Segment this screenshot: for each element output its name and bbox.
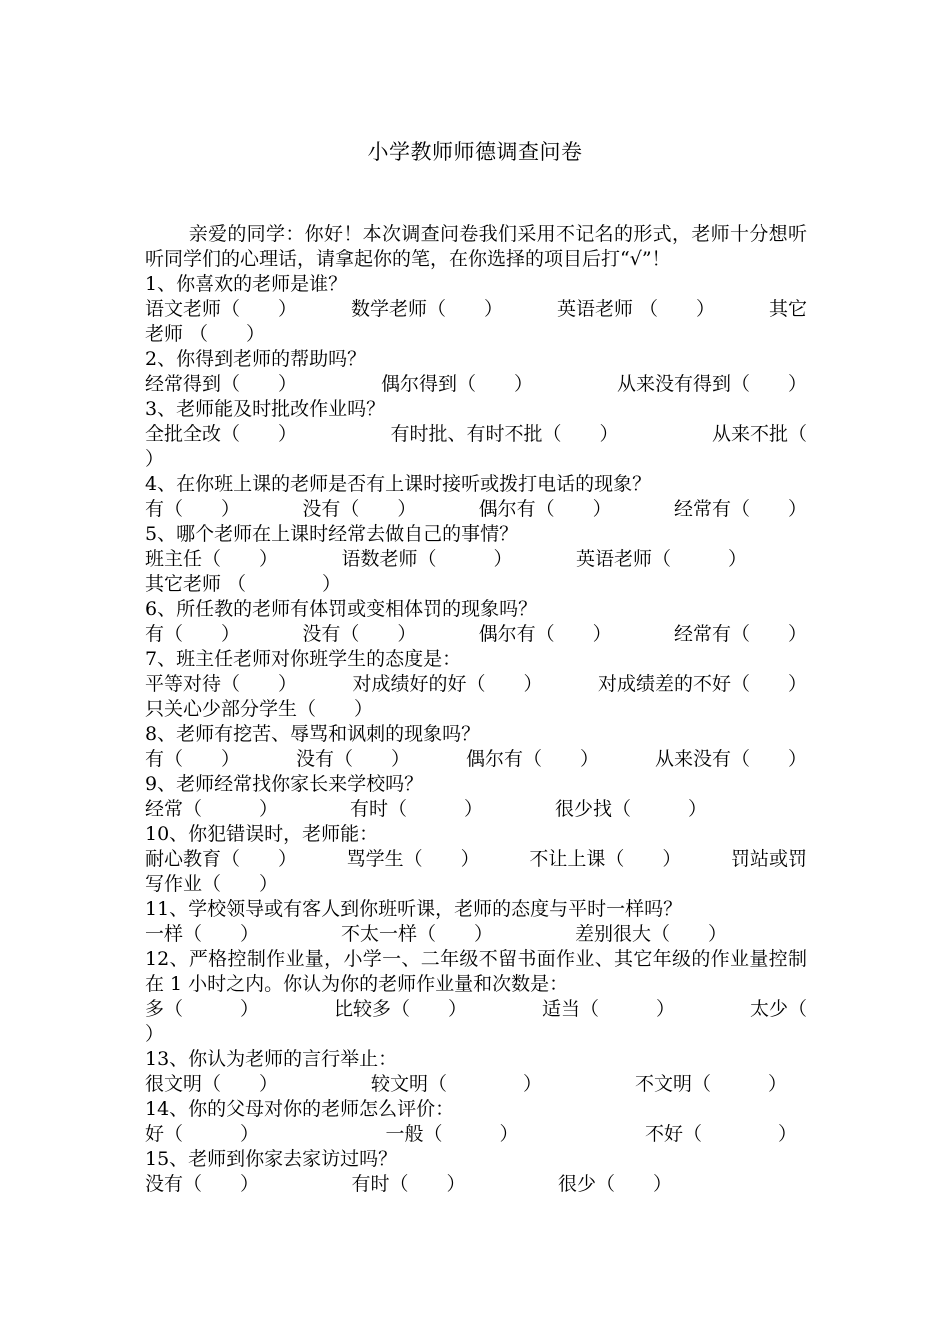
question-10: 10、你犯错误时，老师能： [145, 823, 379, 845]
option[interactable]: 骂学生（ ） [346, 848, 480, 870]
option[interactable]: 多（ ） [145, 998, 260, 1020]
option[interactable]: 没有（ ） [145, 1173, 260, 1195]
option[interactable]: 不好（ ） [644, 1123, 797, 1145]
option[interactable]: 其它 [768, 298, 807, 320]
question-4: 4、在你班上课的老师是否有上课时接听或拨打电话的现象？ [145, 473, 652, 495]
option[interactable]: 适当（ ） [541, 998, 675, 1020]
question-6-options [145, 622, 807, 647]
question-3: 3、老师能及时批改作业吗？ [145, 398, 386, 420]
option[interactable]: 对成绩差的不好（ ） [597, 673, 807, 695]
question-2-options [145, 372, 807, 397]
question-12: 12、严格控制作业量，小学一、二年级不留书面作业、其它年级的作业量控制在 1 小时之内。你认为你的老师作业量和次数是： [145, 948, 807, 995]
option[interactable]: 英语老师 （ ） [556, 298, 716, 320]
question-14: 14、你的父母对你的老师怎么评价： [145, 1098, 455, 1120]
option[interactable]: 没有（ ） [302, 498, 417, 520]
option[interactable]: 较文明（ ） [370, 1073, 542, 1095]
option[interactable]: 很文明（ ） [145, 1073, 279, 1095]
option[interactable]: 有时批、有时不批（ ） [390, 423, 619, 445]
option[interactable]: 英语老师（ ） [575, 548, 747, 570]
question-10-options [145, 847, 807, 872]
option[interactable]: 有（ ） [145, 623, 241, 645]
question-7-options-cont[interactable]: 只关心少部分学生（ ） [145, 698, 374, 720]
question-5-options-cont[interactable]: 其它老师 （ ） [145, 573, 342, 595]
question-1-options [145, 297, 807, 322]
question-9: 9、老师经常找你家长来学校吗？ [145, 773, 424, 795]
question-13-options [145, 1072, 807, 1097]
option[interactable]: 有时（ ） [351, 1173, 466, 1195]
question-8-options [145, 747, 807, 772]
option[interactable]: 不文明（ ） [634, 1073, 787, 1095]
option[interactable]: 经常（ ） [145, 798, 279, 820]
option[interactable]: 从来没有（ ） [654, 748, 807, 770]
option[interactable]: 语数老师（ ） [341, 548, 513, 570]
question-9-options [145, 797, 807, 822]
question-12-options [145, 997, 807, 1022]
option[interactable]: 有（ ） [145, 748, 241, 770]
question-8: 8、老师有挖苦、辱骂和讽刺的现象吗？ [145, 723, 481, 745]
option[interactable]: 太少（ [749, 998, 807, 1020]
question-4-options [145, 497, 807, 522]
document-title: 小学教师师德调查问卷 [367, 140, 583, 164]
question-15-options [145, 1172, 807, 1197]
question-5-options [145, 547, 807, 572]
option[interactable]: 很少找（ ） [554, 798, 707, 820]
question-2: 2、你得到老师的帮助吗？ [145, 348, 367, 370]
option[interactable]: 偶尔有（ ） [465, 748, 599, 770]
question-10-options-cont[interactable]: 写作业（ ） [145, 873, 279, 895]
option[interactable]: 有时（ ） [349, 798, 483, 820]
question-11: 11、学校领导或有客人到你班听课，老师的态度与平时一样吗？ [145, 898, 683, 920]
question-7: 7、班主任老师对你班学生的态度是： [145, 648, 462, 670]
question-11-options [145, 922, 807, 947]
option[interactable]: 没有（ ） [295, 748, 410, 770]
question-14-options [145, 1122, 807, 1147]
option[interactable]: 罚站或罚 [730, 848, 807, 870]
option[interactable]: 一样（ ） [145, 923, 260, 945]
option[interactable]: 从来不批（ [711, 423, 807, 445]
question-3-options [145, 422, 807, 447]
option[interactable]: 偶尔得到（ ） [380, 373, 533, 395]
option[interactable]: 比较多（ ） [333, 998, 467, 1020]
option[interactable]: 偶尔有（ ） [478, 498, 612, 520]
question-3-options-cont: ） [145, 448, 165, 470]
question-15: 15、老师到你家去家访过吗？ [145, 1148, 398, 1170]
option[interactable]: 很少（ ） [557, 1173, 672, 1195]
option[interactable]: 有（ ） [145, 498, 241, 520]
option[interactable]: 经常得到（ ） [145, 373, 298, 395]
option[interactable]: 对成绩好的好（ ） [352, 673, 543, 695]
option[interactable]: 没有（ ） [302, 623, 417, 645]
option[interactable]: 经常有（ ） [673, 498, 807, 520]
option[interactable]: 不太一样（ ） [340, 923, 493, 945]
option[interactable]: 差别很大（ ） [574, 923, 727, 945]
intro-paragraph: 亲爱的同学：你好！本次调查问卷我们采用不记名的形式，老师十分想听听同学们的心理话，请拿起你的笔，在你选择的项目后打“√”！ [145, 223, 807, 270]
option[interactable]: 班主任（ ） [145, 548, 279, 570]
option[interactable]: 语文老师（ ） [145, 298, 298, 320]
question-1-options-cont[interactable]: 老师 （ ） [145, 323, 266, 345]
option[interactable]: 好（ ） [145, 1123, 260, 1145]
option[interactable]: 偶尔有（ ） [478, 623, 612, 645]
question-13: 13、你认为老师的言行举止： [145, 1048, 398, 1070]
questionnaire-body [145, 222, 807, 1197]
option[interactable]: 不让上课（ ） [529, 848, 682, 870]
question-7-options [145, 672, 807, 697]
option[interactable]: 数学老师（ ） [350, 298, 503, 320]
question-1: 1、你喜欢的老师是谁？ [145, 273, 348, 295]
question-5: 5、哪个老师在上课时经常去做自己的事情？ [145, 523, 519, 545]
option[interactable]: 平等对待（ ） [145, 673, 298, 695]
question-6: 6、所任教的老师有体罚或变相体罚的现象吗？ [145, 598, 538, 620]
option[interactable]: 全批全改（ ） [145, 423, 298, 445]
option[interactable]: 耐心教育（ ） [145, 848, 298, 870]
option[interactable]: 经常有（ ） [673, 623, 807, 645]
option[interactable]: 一般（ ） [385, 1123, 519, 1145]
option[interactable]: 从来没有得到（ ） [616, 373, 807, 395]
question-12-options-cont: ） [145, 1023, 165, 1045]
